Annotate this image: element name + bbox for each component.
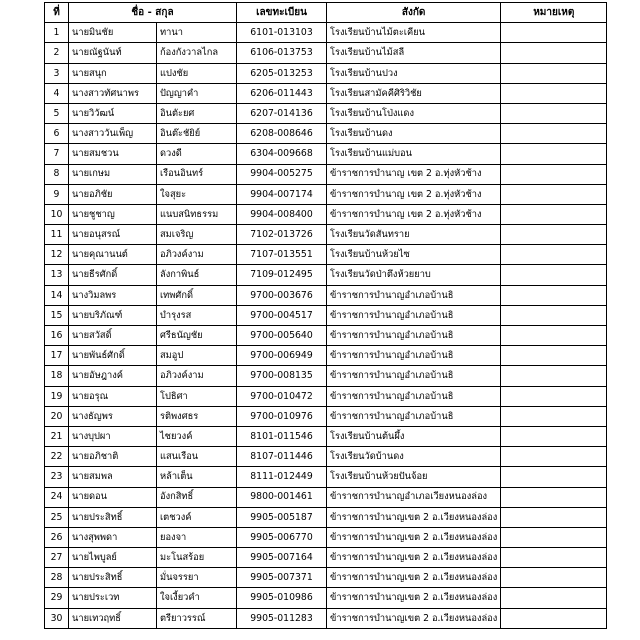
- registration-number: 6207-014136: [237, 103, 327, 123]
- remark: [501, 467, 607, 487]
- row-number: 10: [45, 204, 69, 224]
- first-name: นายอนุสรณ์: [69, 225, 157, 245]
- last-name: ดวงดี: [157, 144, 237, 164]
- table-row: [45, 305, 607, 325]
- table-row: [45, 204, 607, 224]
- registration-number: 9700-004517: [237, 305, 327, 325]
- affiliation: ข้าราชการบำนาญเขต 2 อ.เวียงหนองล่อง: [327, 527, 501, 547]
- last-name: ศรีธนัญชัย: [157, 326, 237, 346]
- row-number: 29: [45, 588, 69, 608]
- first-name: นายสวัสดิ์: [69, 326, 157, 346]
- header-remark: หมายเหตุ: [501, 3, 607, 23]
- header-no: ที่: [45, 3, 69, 23]
- first-name: นายอภิชัย: [69, 184, 157, 204]
- affiliation: โรงเรียนบ้านไม้ตะเคียน: [327, 23, 501, 43]
- table-row: [45, 184, 607, 204]
- table-row: [45, 23, 607, 43]
- last-name: อินตัะยศ: [157, 103, 237, 123]
- registration-number: 6106-013753: [237, 43, 327, 63]
- row-number: 6: [45, 124, 69, 144]
- table-row: [45, 447, 607, 467]
- registration-number: 9904-007174: [237, 184, 327, 204]
- last-name: สมเจริญ: [157, 225, 237, 245]
- first-name: นางสุพพดา: [69, 527, 157, 547]
- first-name: นายอัษฎางค์: [69, 366, 157, 386]
- affiliation: ข้าราชการบำนาญอำเภอบ้านธิ: [327, 346, 501, 366]
- last-name: ยองจา: [157, 527, 237, 547]
- row-number: 8: [45, 164, 69, 184]
- last-name: อภิวงค์งาม: [157, 366, 237, 386]
- remark: [501, 305, 607, 325]
- row-number: 15: [45, 305, 69, 325]
- affiliation: ข้าราชการบำนาญ เขต 2 อ.ทุ่งหัวช้าง: [327, 164, 501, 184]
- remark: [501, 124, 607, 144]
- table-row: [45, 527, 607, 547]
- row-number: 26: [45, 527, 69, 547]
- table-row: [45, 285, 607, 305]
- registration-number: 9905-006770: [237, 527, 327, 547]
- registration-number: 6206-011443: [237, 83, 327, 103]
- remark: [501, 144, 607, 164]
- affiliation: ข้าราชการบำนาญอำเภอบ้านธิ: [327, 305, 501, 325]
- affiliation: ข้าราชการบำนาญเขต 2 อ.เวียงหนองล่อง: [327, 548, 501, 568]
- table-row: [45, 326, 607, 346]
- table-row: [45, 426, 607, 446]
- table-row: [45, 83, 607, 103]
- first-name: นายอรุณ: [69, 386, 157, 406]
- row-number: 5: [45, 103, 69, 123]
- table-row: [45, 225, 607, 245]
- remark: [501, 386, 607, 406]
- row-number: 14: [45, 285, 69, 305]
- first-name: นายมินชัย: [69, 23, 157, 43]
- remark: [501, 326, 607, 346]
- last-name: ทานา: [157, 23, 237, 43]
- table-row: [45, 608, 607, 628]
- first-name: นายประสิทธิ์: [69, 507, 157, 527]
- registration-number: 9700-010976: [237, 406, 327, 426]
- registration-number: 9700-005640: [237, 326, 327, 346]
- first-name: นายอภิชาติ: [69, 447, 157, 467]
- last-name: สมอูป: [157, 346, 237, 366]
- registration-number: 7102-013726: [237, 225, 327, 245]
- row-number: 11: [45, 225, 69, 245]
- remark: [501, 164, 607, 184]
- registration-number: 9904-008400: [237, 204, 327, 224]
- registration-number: 9905-007371: [237, 568, 327, 588]
- affiliation: ข้าราชการบำนาญอำเภอบ้านธิ: [327, 285, 501, 305]
- row-number: 22: [45, 447, 69, 467]
- row-number: 12: [45, 245, 69, 265]
- affiliation: โรงเรียนบ้านไม้สลี: [327, 43, 501, 63]
- remark: [501, 447, 607, 467]
- row-number: 2: [45, 43, 69, 63]
- table-row: [45, 386, 607, 406]
- registration-number: 9905-005187: [237, 507, 327, 527]
- affiliation: โรงเรียนวัดป่าตึงห้วยยาบ: [327, 265, 501, 285]
- last-name: มั่นจรรยา: [157, 568, 237, 588]
- registration-number: 8111-012449: [237, 467, 327, 487]
- first-name: นายประสิทธิ์: [69, 568, 157, 588]
- last-name: เตชวงค์: [157, 507, 237, 527]
- row-number: 4: [45, 83, 69, 103]
- remark: [501, 346, 607, 366]
- remark: [501, 43, 607, 63]
- affiliation: ข้าราชการบำนาญอำเภอเวียงหนองล่อง: [327, 487, 501, 507]
- registration-number: 8101-011546: [237, 426, 327, 446]
- affiliation: ข้าราชการบำนาญอำเภอบ้านธิ: [327, 366, 501, 386]
- member-table: [44, 2, 607, 629]
- registration-number: 6208-008646: [237, 124, 327, 144]
- remark: [501, 103, 607, 123]
- remark: [501, 548, 607, 568]
- last-name: บำรุงรส: [157, 305, 237, 325]
- remark: [501, 507, 607, 527]
- first-name: นายบริภัณฑ์: [69, 305, 157, 325]
- first-name: นายชูชาญ: [69, 204, 157, 224]
- affiliation: โรงเรียนบ้านห้วยปันจ้อย: [327, 467, 501, 487]
- first-name: นายณัฐนันท์: [69, 43, 157, 63]
- first-name: นางบุปผา: [69, 426, 157, 446]
- remark: [501, 406, 607, 426]
- last-name: ก้องกังวาลไกล: [157, 43, 237, 63]
- first-name: นางวิมลพร: [69, 285, 157, 305]
- affiliation: โรงเรียนบ้านดง: [327, 124, 501, 144]
- remark: [501, 245, 607, 265]
- remark: [501, 487, 607, 507]
- remark: [501, 204, 607, 224]
- registration-number: 9800-001461: [237, 487, 327, 507]
- row-number: 21: [45, 426, 69, 446]
- table-row: [45, 63, 607, 83]
- row-number: 28: [45, 568, 69, 588]
- last-name: อภิวงค์งาม: [157, 245, 237, 265]
- last-name: รติพงศธร: [157, 406, 237, 426]
- remark: [501, 285, 607, 305]
- last-name: เรือนอินทร์: [157, 164, 237, 184]
- remark: [501, 184, 607, 204]
- affiliation: โรงเรียนบ้านห้วยไซ: [327, 245, 501, 265]
- row-number: 25: [45, 507, 69, 527]
- table-row: [45, 467, 607, 487]
- registration-number: 7107-013551: [237, 245, 327, 265]
- remark: [501, 568, 607, 588]
- remark: [501, 608, 607, 628]
- table-header-row: [45, 3, 607, 23]
- remark: [501, 426, 607, 446]
- table-row: [45, 43, 607, 63]
- row-number: 19: [45, 386, 69, 406]
- affiliation: โรงเรียนบ้านโป่งแดง: [327, 103, 501, 123]
- registration-number: 9700-008135: [237, 366, 327, 386]
- affiliation: ข้าราชการบำนาญเขต 2 อ.เวียงหนองล่อง: [327, 608, 501, 628]
- table-row: [45, 568, 607, 588]
- last-name: แนบสนิทธรรม: [157, 204, 237, 224]
- first-name: นายประเวท: [69, 588, 157, 608]
- registration-number: 8107-011446: [237, 447, 327, 467]
- last-name: ไชยวงค์: [157, 426, 237, 446]
- row-number: 16: [45, 326, 69, 346]
- registration-number: 9905-010986: [237, 588, 327, 608]
- affiliation: ข้าราชการบำนาญเขต 2 อ.เวียงหนองล่อง: [327, 568, 501, 588]
- table-row: [45, 265, 607, 285]
- remark: [501, 63, 607, 83]
- last-name: ตรียาวรรณ์: [157, 608, 237, 628]
- row-number: 18: [45, 366, 69, 386]
- row-number: 17: [45, 346, 69, 366]
- registration-number: 9905-007164: [237, 548, 327, 568]
- table-row: [45, 103, 607, 123]
- last-name: อินต๊ะชัยิย์: [157, 124, 237, 144]
- row-number: 30: [45, 608, 69, 628]
- first-name: นายสนุก: [69, 63, 157, 83]
- affiliation: ข้าราชการบำนาญเขต 2 อ.เวียงหนองล่อง: [327, 588, 501, 608]
- first-name: นายเกษม: [69, 164, 157, 184]
- header-affiliation: สังกัด: [327, 3, 501, 23]
- last-name: ปัญญาคำ: [157, 83, 237, 103]
- last-name: เทพศักดิ์: [157, 285, 237, 305]
- table-row: [45, 144, 607, 164]
- header-registration: เลขทะเบียน: [237, 3, 327, 23]
- registration-number: 9905-011283: [237, 608, 327, 628]
- remark: [501, 588, 607, 608]
- remark: [501, 23, 607, 43]
- row-number: 20: [45, 406, 69, 426]
- row-number: 1: [45, 23, 69, 43]
- first-name: นายสมพล: [69, 467, 157, 487]
- last-name: โปธิศา: [157, 386, 237, 406]
- last-name: ใจเงี้ยวคำ: [157, 588, 237, 608]
- first-name: นายวิวัฒน์: [69, 103, 157, 123]
- remark: [501, 265, 607, 285]
- registration-number: 9700-006949: [237, 346, 327, 366]
- registration-number: 6101-013103: [237, 23, 327, 43]
- first-name: นางสาวทัศนาพร: [69, 83, 157, 103]
- row-number: 7: [45, 144, 69, 164]
- affiliation: ข้าราชการบำนาญอำเภอบ้านธิ: [327, 406, 501, 426]
- first-name: นายพันธ์ศักดิ์: [69, 346, 157, 366]
- table-row: [45, 124, 607, 144]
- first-name: นายธีรศักดิ์: [69, 265, 157, 285]
- last-name: อังกสิทธิ์: [157, 487, 237, 507]
- last-name: มะโนสร้อย: [157, 548, 237, 568]
- last-name: ลังกาพินธ์: [157, 265, 237, 285]
- registration-number: 6304-009668: [237, 144, 327, 164]
- first-name: นายคุณานนต์: [69, 245, 157, 265]
- last-name: แปงชัย: [157, 63, 237, 83]
- last-name: หล้าเต็น: [157, 467, 237, 487]
- first-name: นายดอน: [69, 487, 157, 507]
- affiliation: ข้าราชการบำนาญอำเภอบ้านธิ: [327, 386, 501, 406]
- table-row: [45, 406, 607, 426]
- registration-number: 7109-012495: [237, 265, 327, 285]
- registration-number: 6205-013253: [237, 63, 327, 83]
- last-name: แสนเรือน: [157, 447, 237, 467]
- table-row: [45, 346, 607, 366]
- affiliation: โรงเรียนวัดสันทราย: [327, 225, 501, 245]
- affiliation: โรงเรียนสามัคคีศิริวิชัย: [327, 83, 501, 103]
- table-row: [45, 487, 607, 507]
- registration-number: 9904-005275: [237, 164, 327, 184]
- affiliation: ข้าราชการบำนาญเขต 2 อ.เวียงหนองล่อง: [327, 507, 501, 527]
- first-name: นายเทวฤทธิ์: [69, 608, 157, 628]
- first-name: นางธัญพร: [69, 406, 157, 426]
- affiliation: โรงเรียนบ้านแม่บอน: [327, 144, 501, 164]
- row-number: 3: [45, 63, 69, 83]
- row-number: 27: [45, 548, 69, 568]
- table-row: [45, 245, 607, 265]
- row-number: 9: [45, 184, 69, 204]
- affiliation: ข้าราชการบำนาญ เขต 2 อ.ทุ่งหัวช้าง: [327, 204, 501, 224]
- affiliation: โรงเรียนบ้านต้นผึ้ง: [327, 426, 501, 446]
- remark: [501, 366, 607, 386]
- affiliation: ข้าราชการบำนาญอำเภอบ้านธิ: [327, 326, 501, 346]
- table-row: [45, 588, 607, 608]
- remark: [501, 83, 607, 103]
- affiliation: ข้าราชการบำนาญ เขต 2 อ.ทุ่งหัวช้าง: [327, 184, 501, 204]
- table-row: [45, 507, 607, 527]
- first-name: นางสาววันเพ็ญ: [69, 124, 157, 144]
- registration-number: 9700-010472: [237, 386, 327, 406]
- first-name: นายสมชวน: [69, 144, 157, 164]
- remark: [501, 527, 607, 547]
- last-name: ใจสุยะ: [157, 184, 237, 204]
- remark: [501, 225, 607, 245]
- affiliation: โรงเรียนวัดบ้านดง: [327, 447, 501, 467]
- first-name: นายไพบูลย์: [69, 548, 157, 568]
- row-number: 24: [45, 487, 69, 507]
- table-row: [45, 164, 607, 184]
- table-row: [45, 548, 607, 568]
- row-number: 23: [45, 467, 69, 487]
- row-number: 13: [45, 265, 69, 285]
- registration-number: 9700-003676: [237, 285, 327, 305]
- affiliation: โรงเรียนบ้านปวง: [327, 63, 501, 83]
- header-name: ชื่อ - สกุล: [69, 3, 237, 23]
- table-row: [45, 366, 607, 386]
